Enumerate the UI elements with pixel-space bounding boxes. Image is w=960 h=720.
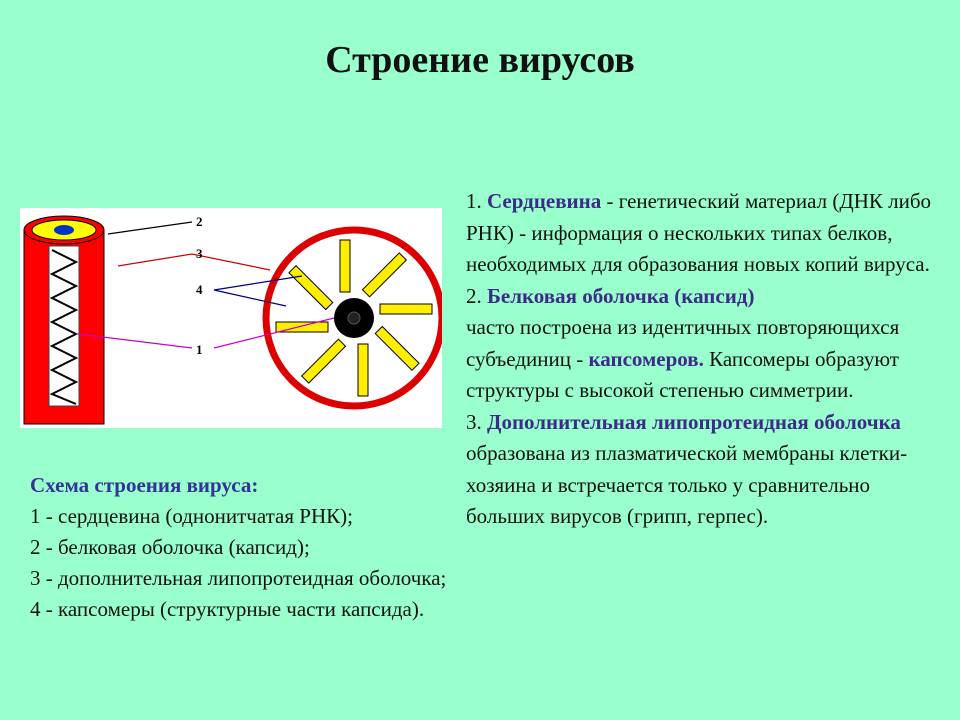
- paragraph-number: 3: [466, 409, 477, 434]
- capsomere: [358, 344, 368, 396]
- legend-item: 2 - белковая оболочка (капсид);: [30, 535, 310, 559]
- description-block: [466, 186, 936, 533]
- label-3: 3: [196, 246, 203, 261]
- label-4: 4: [196, 282, 203, 297]
- label-1: 1: [196, 342, 203, 357]
- pointer-3-right: [192, 254, 270, 270]
- legend-heading: Схема строения вируса:: [30, 473, 259, 497]
- pointer-2: [108, 222, 192, 234]
- capsomere: [340, 240, 350, 292]
- pointer-3-left: [118, 254, 192, 266]
- label-2: 2: [196, 214, 203, 229]
- core-center: [348, 312, 360, 324]
- legend-item: 4 - капсомеры (структурные части капсида).: [30, 597, 425, 621]
- term-envelope: Дополнительная липопротеидная оболочка: [487, 409, 901, 434]
- capsomere: [380, 304, 432, 314]
- virus-structure-diagram: [20, 208, 442, 428]
- description-paragraph-3: 3. Дополнительная липопротеидная оболочка образована из плазматической мембраны клетки-хозяина и встречается только у сравнительно больших вирусов (грипп, герпес).: [466, 409, 908, 528]
- paragraph-text: Капсомеры образуют структуры с высокой степенью симметрии.: [466, 346, 899, 402]
- page-title: Строение вирусов: [325, 39, 635, 81]
- paragraph-number: 1: [466, 189, 477, 213]
- core-top: [54, 225, 74, 235]
- paragraph-text: часто построена из идентичных повторяющихся субъединиц -: [466, 315, 900, 371]
- description-paragraph-1: 1. Сердцевина - генетический материал (ДНК либо РНК) - информация о нескольких типах белков, необходимых для образования новых копий вируса.: [466, 189, 932, 276]
- paragraph-text: - генетический материал (ДНК либо РНК) - информация о нескольких типах белков, необходимых для образования новых копий вируса.: [466, 189, 932, 276]
- legend-item: 1 - сердцевина (однонитчатая РНК);: [30, 504, 353, 528]
- legend-item: 3 - дополнительная липопротеидная оболочка;: [30, 566, 447, 590]
- term-core: Сердцевина: [487, 189, 602, 213]
- term-capsomeres: капсомеров.: [588, 346, 704, 371]
- term-capsid: Белковая оболочка (капсид): [487, 283, 755, 308]
- description-paragraph-2: 2. Белковая оболочка (капсид) часто построена из идентичных повторяющихся субъединиц - капсомеров. Капсомеры образуют структуры с высокой степенью симметрии.: [466, 283, 900, 402]
- virus-diagram-svg: [20, 208, 442, 428]
- paragraph-text: образована из плазматической мембраны клетки-хозяина и встречается только у сравнительно больших вирусов (грипп, герпес).: [466, 441, 908, 528]
- paragraph-number: 2: [466, 283, 477, 308]
- legend-block: [30, 470, 450, 625]
